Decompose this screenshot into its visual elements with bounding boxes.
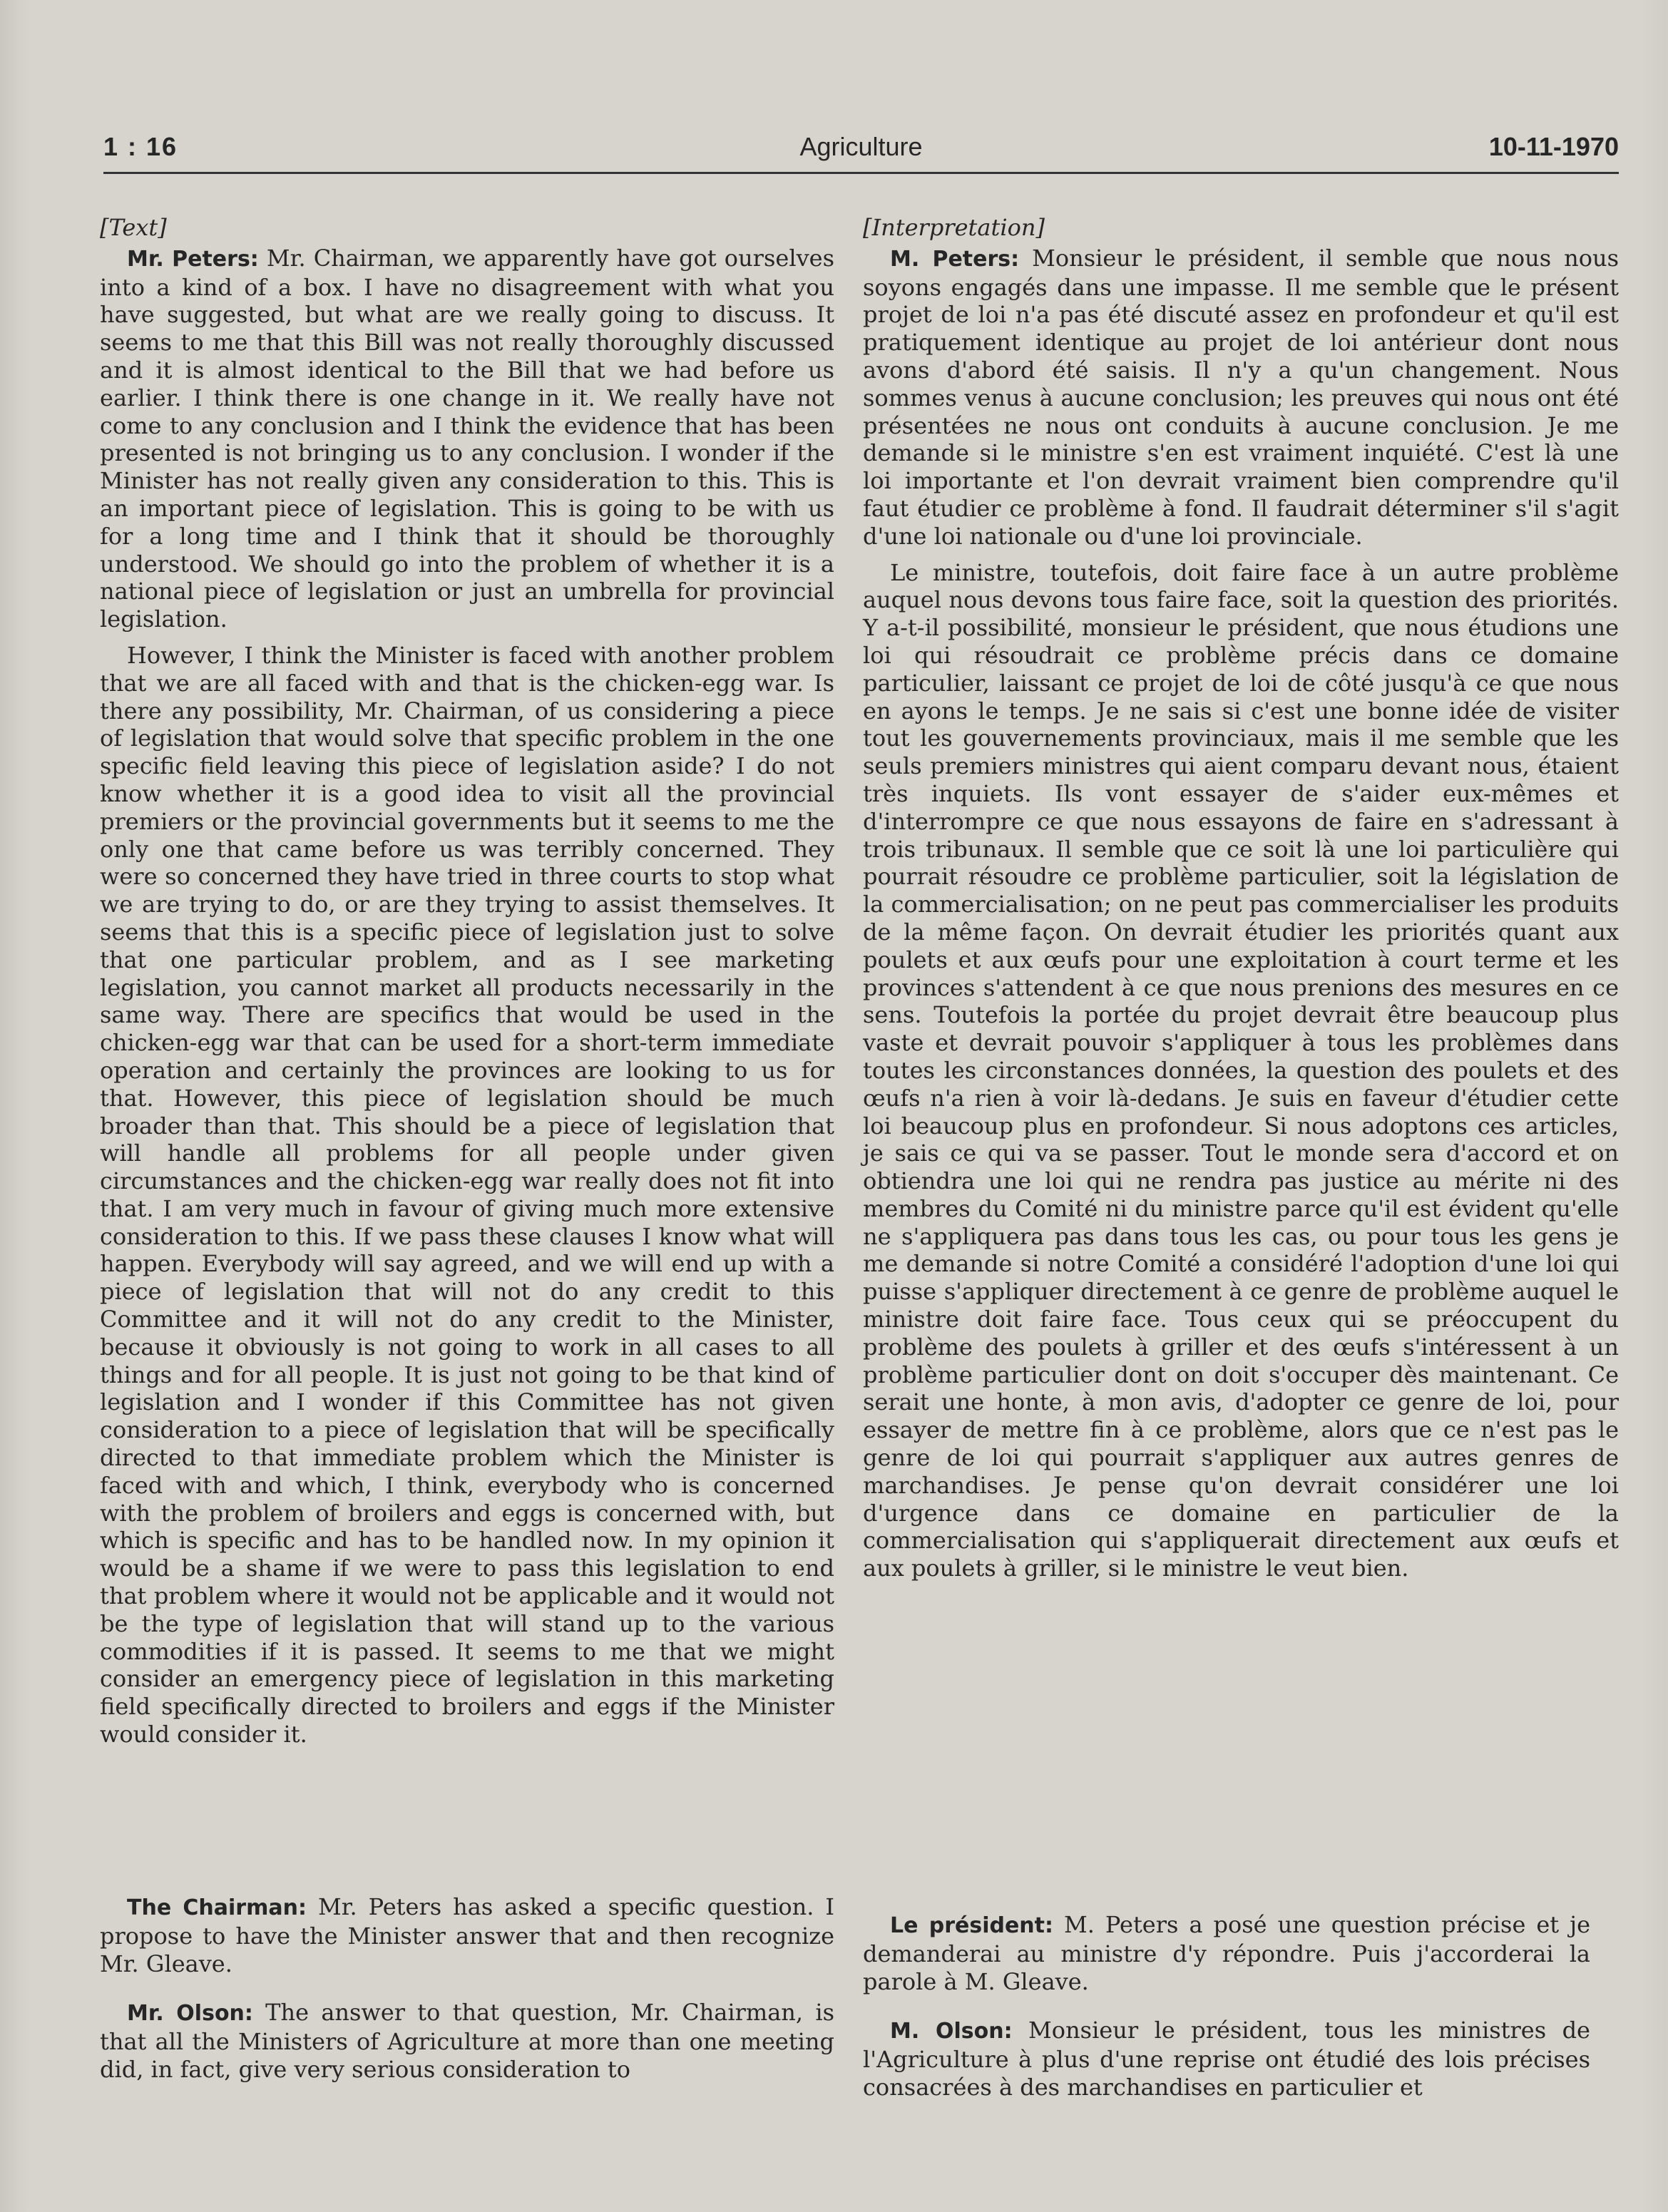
speaker-name: M. Peters:: [890, 246, 1020, 272]
french-column-lower: [863, 1911, 1590, 2110]
french-column: [863, 214, 1619, 1591]
speaker-name: Le président:: [890, 1913, 1053, 1938]
speech-paragraph: [863, 1911, 1590, 1995]
speech-paragraph: [863, 245, 1619, 551]
spacer: [100, 1986, 834, 1999]
spacer: [863, 2004, 1590, 2017]
page-number: 1 : 16: [103, 132, 178, 161]
speech-text: M. Peters a posé une question précise et je demanderai au ministre d'y répondre. Puis j'accorderai la parole à M. Gleave.: [863, 1911, 1590, 1995]
speech-text: Monsieur le président, il semble que nous nous soyons engagés dans une impasse. Il me semble que le présent projet de loi n'a pas été discuté assez en profondeur et qu'il est pratiquement identique au projet de loi antérieur dont nous avons d'abord été saisis. Il n'y a qu'un changement. Nous sommes venus à aucune conclusion; les preuves qui nous ont été présentées ne nous ont conduits à aucune conclusion. Je me demande si le ministre s'en est vraiment inquiété. C'est là une loi importante et l'on devrait vraiment bien comprendre qu'il faut étudier ce problème à fond. Il faudrait déterminer s'il s'agit d'une loi nationale ou d'une loi provinciale.: [863, 244, 1619, 550]
speaker-name: Mr. Peters:: [127, 246, 259, 272]
english-column: [100, 214, 834, 1757]
speech-text: The answer to that question, Mr. Chairman, is that all the Ministers of Agriculture at more than one meeting did, in fact, give very serious consideration to: [100, 1999, 835, 2083]
language-label: [Text]: [100, 214, 167, 241]
speech-paragraph: [100, 1893, 834, 1977]
speech-paragraph: [863, 2017, 1590, 2101]
running-title: Agriculture: [799, 132, 923, 161]
page-date: 10-11-1970: [1488, 132, 1619, 161]
speaker-name: Mr. Olson:: [127, 2001, 253, 2027]
speaker-name: The Chairman:: [127, 1895, 307, 1920]
speech-text: Monsieur le président, tous les ministres de l'Agriculture à plus d'une reprise ont étudié des lois précises consacrées à des marchandises en particulier et: [863, 2017, 1590, 2101]
english-column-lower: [100, 1893, 834, 2092]
speaker-name: M. Olson:: [890, 2019, 1013, 2044]
speech-paragraph: However, I think the Minister is faced with another problem that we are all faced with and that is the chicken-egg war. Is there any possibility, Mr. Chairman, of us considering a piece of legislation that would solve that specific problem in the one specific field leaving this piece of legislation aside? I do not know whether it is a good idea to visit all the provincial premiers or the provincial governments but it seems to me the only one that came before us was terribly concerned. They were so concerned they have tried in three courts to stop what we are trying to do, or are they trying to assist themselves. It seems that this is a specific piece of legislation just to solve that one particular problem, and as I see marketing legislation, you cannot market all products necessarily in the same way. There are specifics that would be used in the chicken-egg war that can be used for a short-term immediate operation and certainly the provinces are looking to us for that. However, this piece of legislation should be much broader than that. This should be a piece of legislation that will handle all problems for all people under given circumstances and the chicken-egg war really does not fit into that. I am very much in favour of giving much more extensive consideration to this. If we pass these clauses I know what will happen. Everybody will say agreed, and we will end up with a piece of legislation that will not do any credit to this Committee and it will not do any credit to the Minister, because it obviously is not going to work in all cases to all things and for all people. It is just not going to be that kind of legislation and I wonder if this Committee has not given consideration to a piece of legislation that will be specifically directed to that immediate problem which the Minister is faced with and which, I think, everybody who is concerned with the problem of broilers and eggs is concerned with, but which is specific and has to be handled now. In my opinion it would be a shame if we were to pass this legislation to end that problem where it would not be applicable and it would not be the type of legislation that will stand up to the various commodities if it is passed. It seems to me that we might consider an emergency piece of legislation in this marketing field specifically directed to broilers and eggs if the Minister would consider it.: [100, 641, 834, 1748]
speech-paragraph: Le ministre, toutefois, doit faire face à un autre problème auquel nous devons tous faire face, soit la question des priorités. Y a-t-il possibilité, monsieur le président, que nous étudions une loi qui résoudrait ce problème précis dans ce domaine particulier, laissant ce projet de loi de côté jusqu'à ce que nous en ayons le temps. Je ne sais si c'est une bonne idée de visiter tout les gouvernements provinciaux, mais il me semble que les seuls premiers ministres qui aient comparu devant nous, étaient très inquiets. Ils vont essayer de s'aider eux-mêmes et d'interrompre ce que nous essayons de faire en s'adressant à trois tribunaux. Il semble que ce soit là une loi particulière qui pourrait résoudre ce problème particulier, soit la législation de la commercialisation; on ne peut pas commercialiser les produits de la même façon. On devrait étudier les priorités quant aux poulets et aux œufs pour une exploitation à court terme et les provinces s'attendent à ce que nous prenions des mesures en ce sens. Toutefois la portée du projet devrait être beaucoup plus vaste et devrait pouvoir s'appliquer à tous les problèmes dans toutes les circonstances données, la question des poulets et des œufs n'a rien à voir là-dedans. Je suis en faveur d'étudier cette loi beaucoup plus en profondeur. Si nous adoptons ces articles, je sais ce qui va se passer. Tout le monde sera d'accord et on obtiendra une loi qui ne rendra pas justice au mérite ni des membres du Comité ni du ministre parce qu'il est évident qu'elle ne s'appliquera pas dans tous les cas, ou pour tous les gens je me demande si notre Comité a considéré l'adoption d'une loi qui puisse s'appliquer directement à ce genre de problème auquel le ministre doit faire face. Tous ceux qui se préoccupent du problème des poulets à griller et des œufs s'intéressent à un problème particulier dont on doit s'occuper dès maintenant. Ce serait une honte, à mon avis, d'adopter ce genre de loi, pour essayer de mettre fin à ce problème, alors que ce n'est pas le genre de loi qui pourrait s'appliquer aux autres genres de marchandises. Je pense qu'on devrait considérer une loi d'urgence dans ce domaine en particulier de la commercialisation qui s'appliquerait directement aux œufs et aux poulets à griller, si le ministre le veut bien.: [863, 558, 1619, 1582]
speech-text: Mr. Peters has asked a specific question. I propose to have the Minister answer that and then recognize Mr. Gleave.: [100, 1893, 835, 1977]
page-header: [103, 132, 1619, 174]
language-label: [Interpretation]: [863, 214, 1045, 241]
speech-text: Mr. Chairman, we apparently have got ourselves into a kind of a box. I have no disagreement with what you have suggested, but what are we really going to discuss. It seems to me that this Bill was not really thoroughly discussed and it is almost identical to the Bill that we had before us earlier. I think there is one change in it. We really have not come to any conclusion and I think the evidence that has been presented is not bringing us to any conclusion. I wonder if the Minister has not really given any consideration to this. This is an important piece of legislation. This is going to be with us for a long time and I think that it should be thoroughly understood. We should go into the problem of whether it is a national piece of legislation or just an umbrella for provincial legislation.: [100, 244, 835, 633]
speech-paragraph: [100, 245, 834, 633]
speech-paragraph: [100, 1999, 834, 2083]
